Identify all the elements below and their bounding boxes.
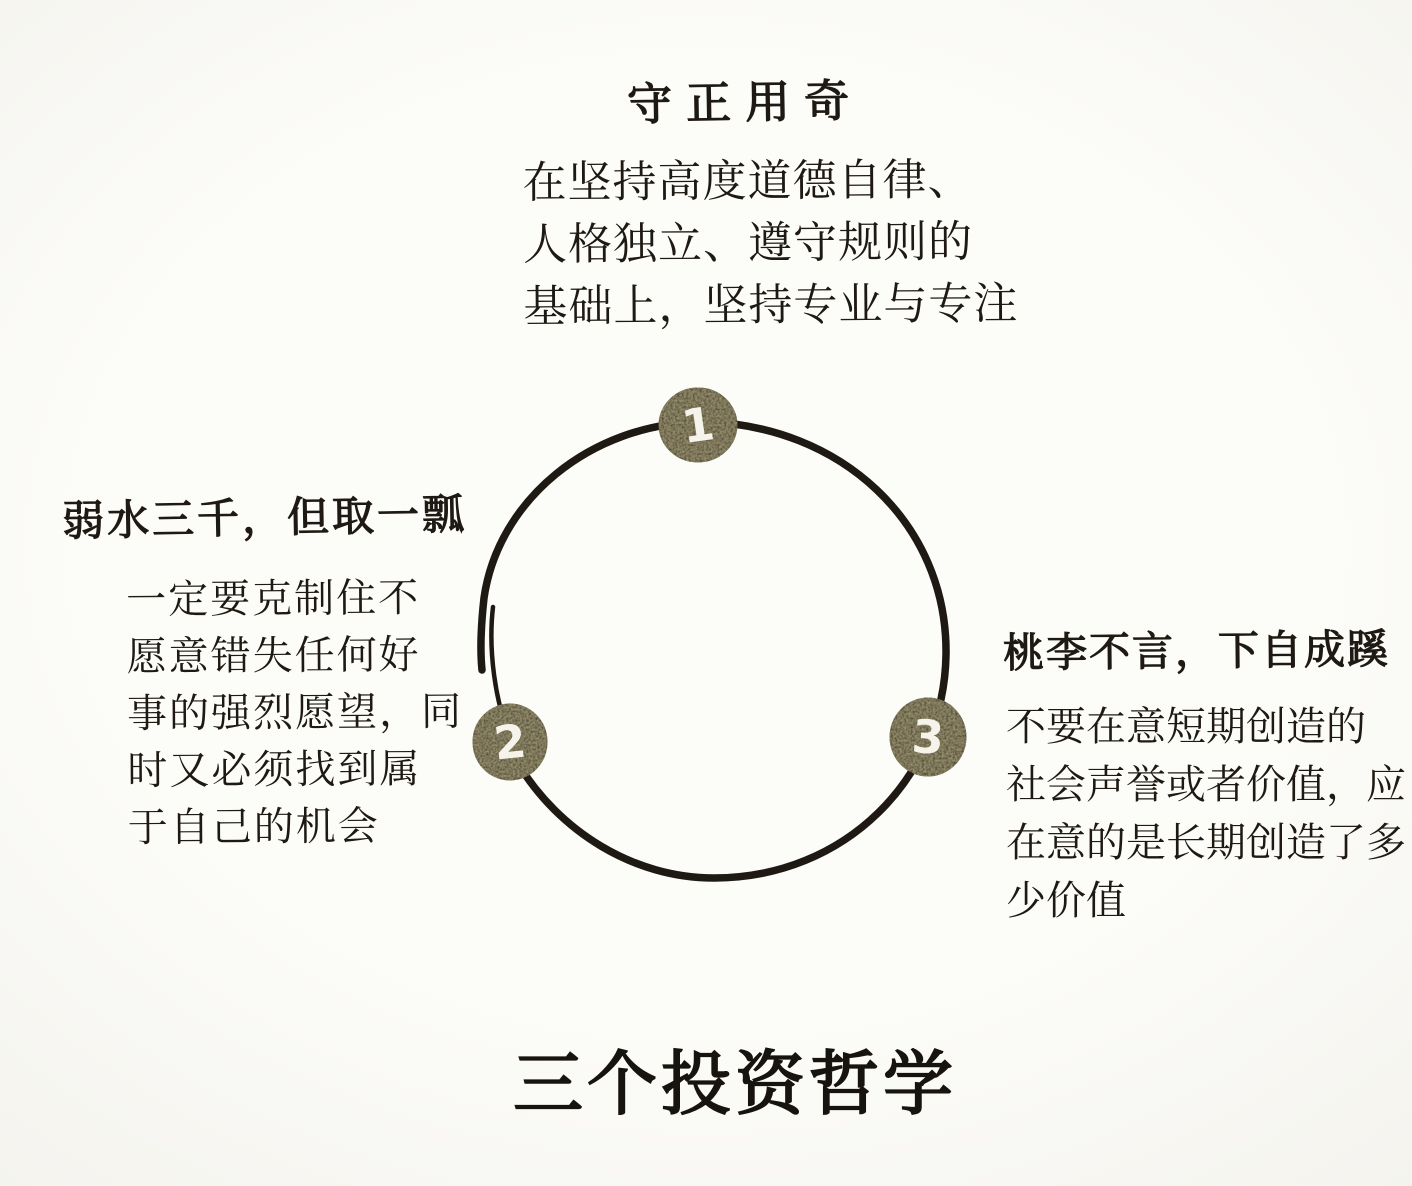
node-2-number: 2 bbox=[491, 713, 529, 771]
text-line: 基础上，坚持专业与专注 bbox=[523, 278, 1019, 333]
text-line: 愿意错失任何好 bbox=[126, 632, 421, 681]
philosophy-2-description bbox=[126, 570, 483, 857]
text-line: 事的强烈愿望，同 bbox=[126, 688, 464, 738]
philosophy-2-note bbox=[62, 485, 482, 856]
text-line: 在坚持高度道德自律、 bbox=[522, 154, 973, 209]
text-line: 一定要克制住不 bbox=[126, 575, 421, 624]
text-line: 在意的是长期创造了多 bbox=[1006, 820, 1406, 866]
circle-arc-main bbox=[517, 422, 946, 878]
philosophy-1-note bbox=[505, 66, 1019, 337]
node-3-number: 3 bbox=[910, 708, 946, 766]
text-line: 于自己的机会 bbox=[127, 803, 380, 852]
node-1-number: 1 bbox=[678, 396, 718, 454]
text-line: 人格独立、遵守规则的 bbox=[522, 216, 974, 271]
philosophy-3-heading: 桃李不言，下自成蹊 bbox=[1002, 625, 1391, 678]
philosophy-1-description bbox=[522, 149, 1019, 338]
text-line: 社会声誉或者价值，应 bbox=[1006, 762, 1406, 808]
text-line: 时又必须找到属 bbox=[127, 746, 422, 795]
text-line: 少价值 bbox=[1006, 878, 1126, 924]
philosophy-3-note bbox=[1003, 618, 1412, 930]
philosophy-2-heading: 弱水三千，但取一瓢 bbox=[61, 489, 468, 546]
text-line: 不要在意短期创造的 bbox=[1006, 704, 1366, 750]
philosophy-1-heading: 守正用奇 bbox=[626, 73, 864, 132]
circle-arc-left bbox=[481, 422, 700, 670]
philosophy-3-description bbox=[1006, 698, 1412, 930]
page-title: 三个投资哲学 bbox=[513, 1043, 957, 1125]
